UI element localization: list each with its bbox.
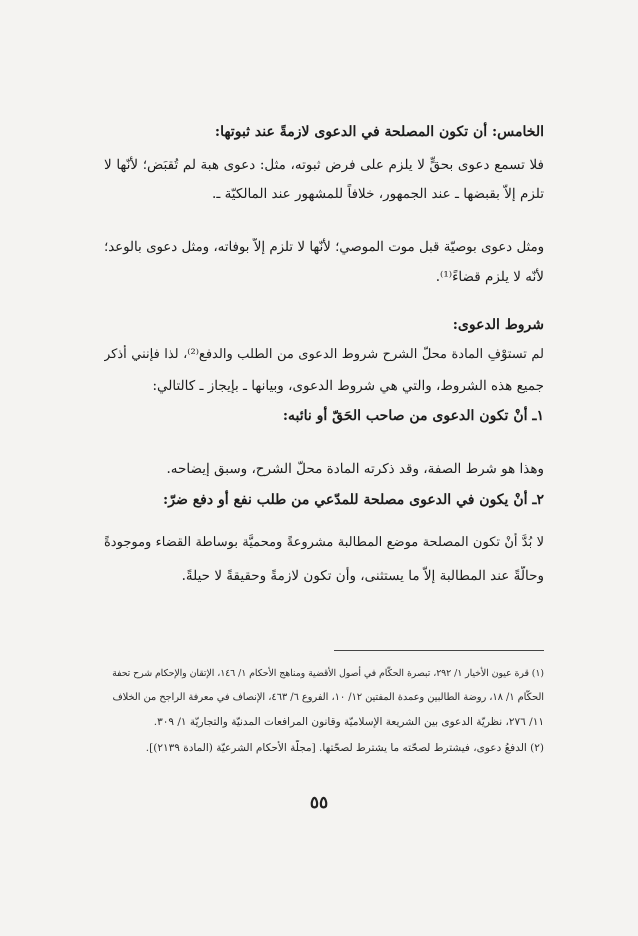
- footnote-separator: [334, 650, 544, 651]
- section-heading-fifth: الخامس: أن تكون المصلحة في الدعوى لازمةً عند ثبوتها:: [214, 124, 544, 140]
- paragraph-line: وهذا هو شرط الصفة، وقد ذكرته المادة محلّ الشرح، وسبق إيضاحه.: [166, 461, 544, 477]
- footnote-line: (٢) الدفعُ دعوى، فيشترط لصحّته ما يشترط لصحّتها. [مجلّة الأحكام الشرعيّة (المادة ٢١٣٩)].: [145, 742, 544, 754]
- paragraph-line: لم تستوْفِ المادة محلّ الشرح شروط الدعوى من الطلب والدفع⁽²⁾، لذا فإنني أذكر: [104, 347, 544, 362]
- footnote-line: الحكّام ١/ ١٨، روضة الطالبين وعمدة المفتين ١٢/ ١٠، الفروع ٦/ ٤٦٣، الإنصاف في معرفة الراجح من الخلاف: [112, 692, 544, 703]
- paragraph-line: وحالّةً عند المطالبة إلاَّ ما يستثنى، وأن تكون لازمةً وحقيقةً لا حيلةً.: [181, 568, 544, 584]
- paragraph-line: فلا تسمع دعوى بحقٍّ لا يلزم على فرض ثبوته، مثل: دعوى هبة لم تُقبَض؛ لأنّها لا: [104, 157, 544, 173]
- paragraph-line: تلزم إلاّ بقبضها ـ عند الجمهور، خلافاً للمشهور عند المالكيّة ـ.: [212, 186, 544, 202]
- paragraph-line: ومثل دعوى بوصيّة قبل موت الموصي؛ لأنّها لا تلزم إلاّ بوفاته، ومثل دعوى بالوعد؛: [104, 240, 544, 255]
- condition-heading-2: ٢ـ أنْ يكون في الدعوى مصلحة للمدّعي من طلب نفع أو دفع ضرّ:: [163, 492, 544, 508]
- paragraph-line: لأنّه لا يلزم قضاءً⁽¹⁾.: [435, 269, 544, 285]
- page-number: ٥٥: [309, 793, 329, 813]
- paragraph-line: لا بُدَّ أنْ تكون المصلحة موضع المطالبة مشروعةً ومحميَّة بوساطة القضاء وموجودةً: [104, 535, 544, 550]
- section-heading-conditions: شروط الدعوى:: [452, 317, 544, 333]
- footnote-line: ١١/ ٢٧٦، نظريّة الدعوى بين الشريعة الإسلاميّة وقانون المرافعات المدنيّة والتجاريّة ١/ ٣٠٩.: [153, 716, 544, 728]
- paragraph-line: جميع هذه الشروط، والتي هي شروط الدعوى، وبيانها ـ بإيجاز ـ كالتالي:: [152, 378, 544, 394]
- condition-heading-1: ١ـ أنْ تكون الدعوى من صاحب الحَقّ أو نائبه:: [282, 408, 544, 424]
- footnote-line: (١) قرة عيون الأخيار ١/ ٢٩٢، تبصرة الحكّام في أصول الأقضية ومناهج الأحكام ١/ ١٤٦، الإتقان والإحكام شرح تحفة: [112, 668, 544, 679]
